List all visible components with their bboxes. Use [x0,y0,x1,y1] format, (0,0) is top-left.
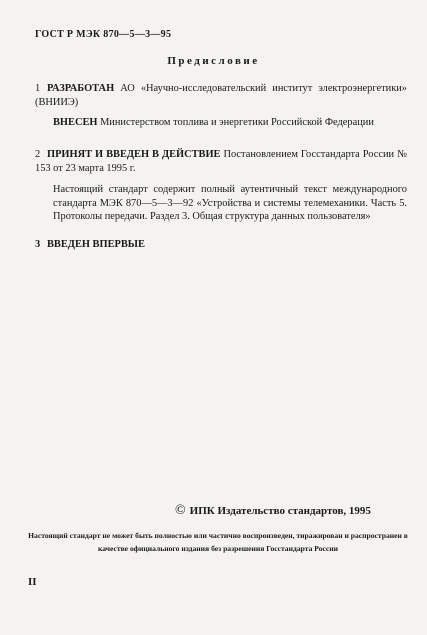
item-2-text: Постановлением Госстандарта России № 153 от 23 марта 1995 г. [35,149,407,174]
item-1-number: 1 [35,83,41,94]
preface-title: Предисловие [167,55,260,67]
item-2-note: Настоящий стандарт содержит полный аутентичный текст международного стандарта МЭК 870—5—3—92 «Устройства и системы телемеханики. Часть 5. Протоколы передачи. Раздел 3. Общая структура данных пользователя» [53,184,407,223]
item-1-submitted [35,116,407,130]
item-1-heading: РАЗРАБОТАН [47,83,115,94]
copyright-text: ИПК Издательство стандартов, 1995 [189,505,371,517]
item-1b-text: Министерством топлива и энергетики Российской Федерации [97,117,374,128]
item-1-text: АО «Научно-исследовательский институт электроэнергетики» (ВНИИЭ) [35,83,407,108]
page-number: II [28,576,37,588]
item-2 [35,148,407,175]
item-2-heading: ПРИНЯТ И ВВЕДЕН В ДЕЙСТВИЕ [47,149,221,160]
reproduction-notice: Настоящий стандарт не может быть полностью или частично воспроизведен, тиражирован и распространен в качестве официального издания без разрешения Госстандарта России [28,531,408,553]
standard-code: ГОСТ Р МЭК 870—5—3—95 [35,29,172,40]
copyright-line [175,503,371,519]
item-3-number: 3 [35,239,41,250]
item-1b-heading: ВНЕСЕН [53,117,98,128]
item-3 [35,238,407,252]
item-2-number: 2 [35,149,41,160]
item-3-heading: ВВЕДЕН ВПЕРВЫЕ [47,239,145,250]
item-1 [35,82,407,109]
copyright-icon: © [175,503,186,518]
